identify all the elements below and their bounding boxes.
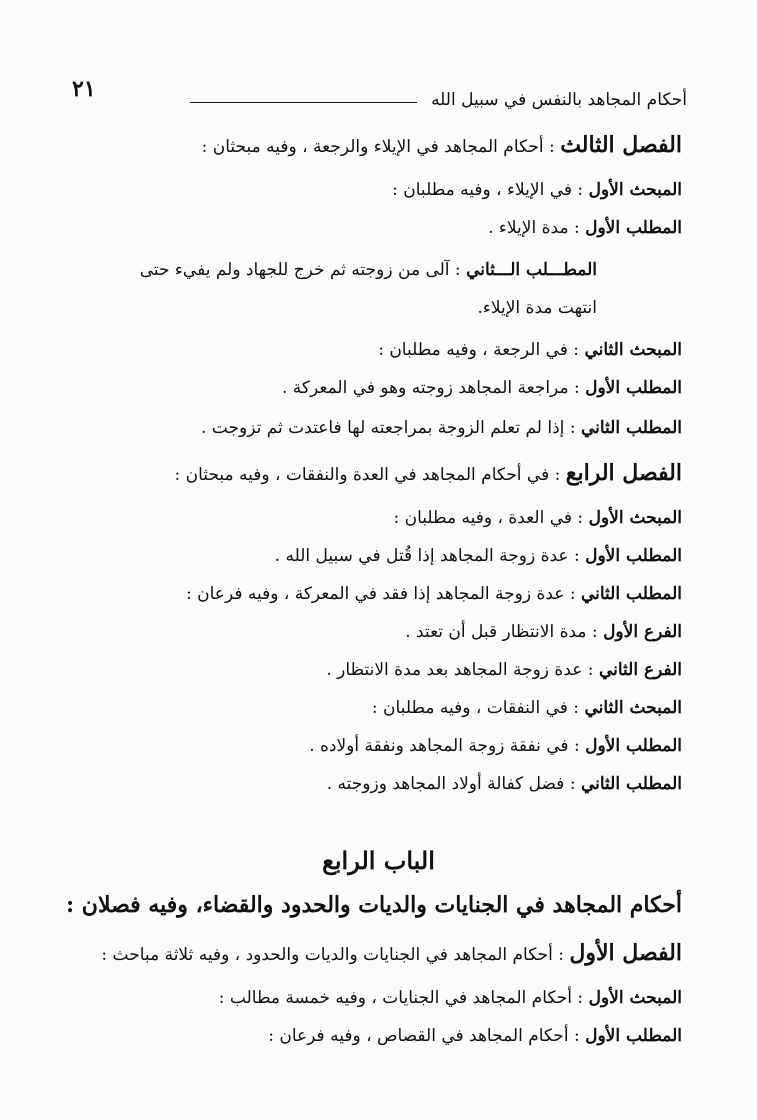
subsection-line: المطلب الثاني : إذا لم تعلم الزوجة بمراجعته لها فاعتدت ثم تزوجت . <box>200 418 682 438</box>
chapter-heading: الفصل الثالث : أحكام المجاهد في الإيلاء والرجعة ، وفيه مبحثان : <box>201 132 682 158</box>
section-heading: المبحث الأول : في الإيلاء ، وفيه مطلبان : <box>392 180 682 200</box>
page-number: ٢١ <box>72 76 96 102</box>
subsection-line: المطلب الأول : مدة الإيلاء . <box>488 218 682 238</box>
section-heading: المبحث الأول : أحكام المجاهد في الجنايات ، وفيه خمسة مطالب : <box>218 988 682 1008</box>
subsection-line: المطـــلب الـــثاني : آلى من زوجته ثم خرج للجهاد ولم يفيء حتى <box>139 260 597 280</box>
branch-line: الفرع الأول : مدة الانتظار قبل أن تعتد . <box>405 622 682 642</box>
branch-line: الفرع الثاني : عدة زوجة المجاهد بعد مدة الانتظار . <box>326 660 682 680</box>
subsection-line: المطلب الثاني : عدة زوجة المجاهد إذا فقد في المعركة ، وفيه فرعان : <box>186 584 682 604</box>
subsection-line: المطلب الأول : في نفقة زوجة المجاهد ونفقة أولاده . <box>309 736 682 756</box>
bab-title: الباب الرابع <box>322 846 435 875</box>
section-heading: المبحث الأول : في العدة ، وفيه مطلبان : <box>393 508 682 528</box>
section-heading: المبحث الثاني : في الرجعة ، وفيه مطلبان : <box>378 340 682 360</box>
header-rule <box>190 102 417 103</box>
running-title: أحكام المجاهد بالنفس في سبيل الله <box>431 90 687 110</box>
subsection-line: المطلب الأول : أحكام المجاهد في القصاص ، وفيه فرعان : <box>268 1026 682 1046</box>
chapter-heading: الفصل الرابع : في أحكام المجاهد في العدة والنفقات ، وفيه مبحثان : <box>174 460 682 486</box>
subsection-line: المطلب الأول : عدة زوجة المجاهد إذا قُتل في سبيل الله . <box>274 546 682 566</box>
continuation-line: انتهت مدة الإيلاء. <box>477 298 597 318</box>
subsection-line: المطلب الثاني : فضل كفالة أولاد المجاهد وزوجته . <box>326 774 682 794</box>
subsection-line: المطلب الأول : مراجعة المجاهد زوجته وهو في المعركة . <box>281 378 682 398</box>
chapter-heading: الفصل الأول : أحكام المجاهد في الجنايات والديات والحدود ، وفيه ثلاثة مباحث : <box>101 940 682 966</box>
bab-subtitle: أحكام المجاهد في الجنايات والديات والحدود والقضاء، وفيه فصلان : <box>66 892 682 918</box>
running-header <box>190 90 687 110</box>
section-heading: المبحث الثاني : في النفقات ، وفيه مطلبان : <box>371 698 682 718</box>
